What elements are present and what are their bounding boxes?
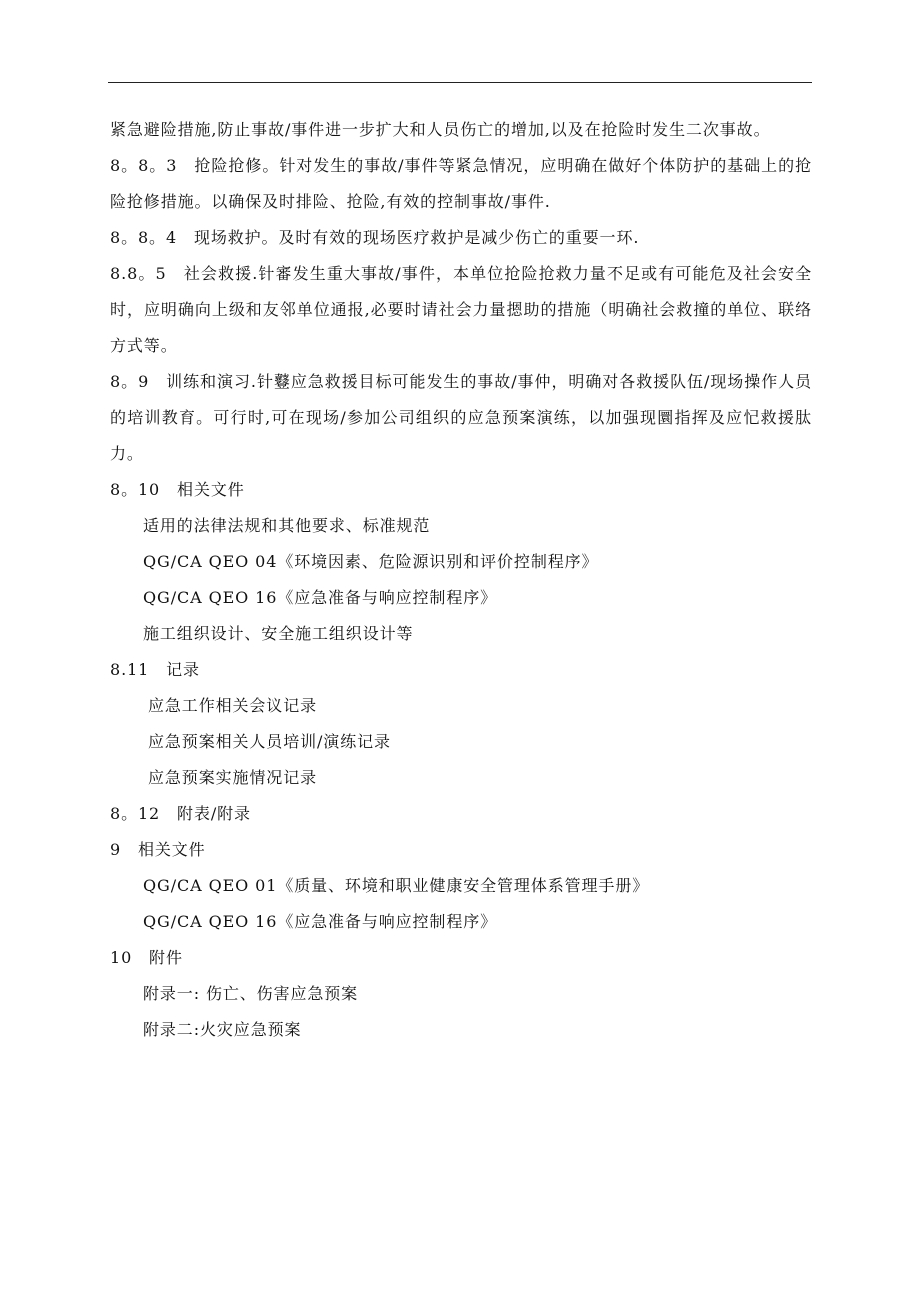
paragraph-8-8-5-social-rescue: 8.8。5 社会救援.针審发生重大事故/事件，本单位抢险抢救力量不足或有可能危及社会安全时，应明确向上级和友邻单位通报,必要时请社会力量摁助的措施（明确社会救撞的单位、联络方式等。	[110, 264, 812, 355]
heading-8-12-appendix: 8。12 附表/附录	[110, 804, 251, 823]
list-item: QG/CA QEO 16《应急准备与响应控制程序》	[143, 912, 498, 931]
heading-9-related-documents: 9 相关文件	[110, 840, 206, 859]
list-item: QG/CA QEO 01《质量、环境和职业健康安全管理体系管理手册》	[143, 876, 650, 895]
header-rule	[108, 82, 812, 83]
paragraph-emergency-avoidance: 紧急避险措施,防止事故/事件进一步扩大和人员伤亡的增加,以及在抢险时发生二次事故。	[110, 120, 771, 139]
paragraph-8-8-3-rescue-repair: 8。8。3 抢险抢修。针对发生的事故/事件等紧急情况，应明确在做好个体防护的基础上的抢险抢修措施。以确保及时排险、抢险,有效的控制事故/事件.	[110, 156, 812, 211]
paragraph-8-9-training-drills: 8。9 训练和演习.针鼟应急救援目标可能发生的事故/事仲，明确对各救援队伍/现场操作人员的培训教育。可行时,可在现场/参加公司组织的应急预案演练，以加强现圜指挥及应忋救援肽力。	[110, 372, 812, 463]
document-body	[110, 112, 812, 1048]
list-item: 应急工作相关会议记录	[148, 696, 318, 715]
list-item: 施工组织设计、安全施工组织设计等	[143, 624, 414, 643]
list-item: 应急预案实施情况记录	[148, 768, 318, 787]
list-item: 应急预案相关人员培训/演练记录	[148, 732, 391, 751]
paragraph-8-8-4-onsite-rescue: 8。8。4 现场救护。及时有效的现场医疗救护是减少伤亡的重要一环.	[110, 228, 640, 247]
heading-8-10-related-documents: 8。10 相关文件	[110, 480, 245, 499]
list-item: 附录二:火灾应急预案	[143, 1020, 302, 1039]
heading-10-attachments: 10 附件	[110, 948, 183, 967]
list-item: QG/CA QEO 16《应急准备与响应控制程序》	[143, 588, 498, 607]
list-item: QG/CA QEO 04《环境因素、危险源识别和评价控制程序》	[143, 552, 599, 571]
heading-8-11-records: 8.11 记录	[110, 660, 200, 679]
list-item: 适用的法律法规和其他要求、标准规范	[143, 516, 431, 535]
list-item: 附录一: 伤亡、伤害应急预案	[143, 984, 359, 1003]
